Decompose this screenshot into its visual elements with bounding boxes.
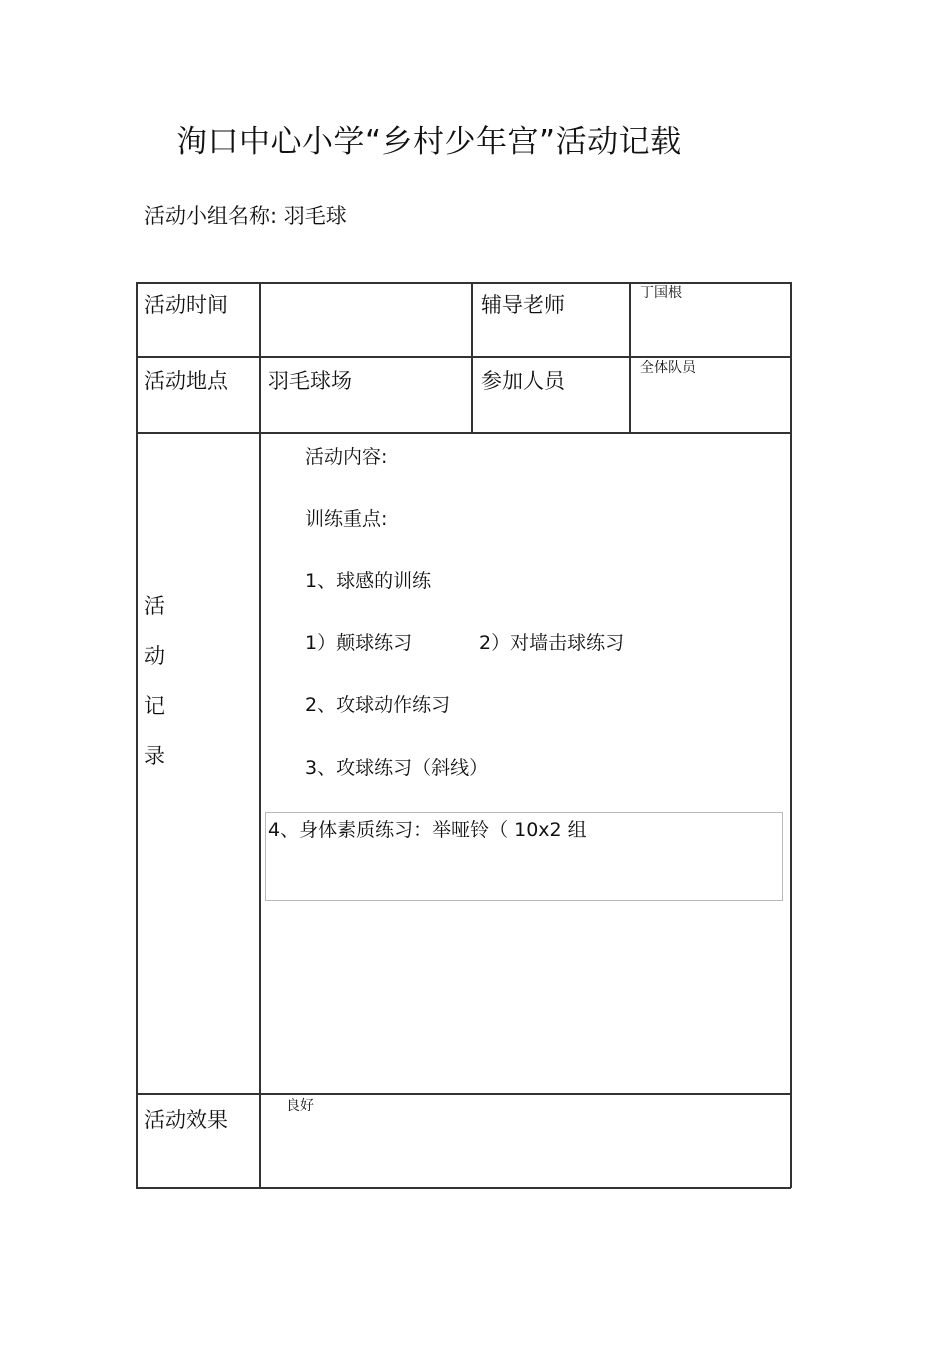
record-line-focus-heading: 训练重点: [305, 508, 388, 530]
record-line-item-4: 4、身体素质练习：举哑铃（ 10x2 组 [268, 819, 587, 841]
record-line-subitem-1: 1）颠球练习 [305, 632, 413, 654]
table-border-left [136, 282, 138, 1188]
table-divider-col3 [629, 282, 631, 433]
teacher-label: 辅导老师 [481, 293, 565, 317]
participants-label: 参加人员 [481, 369, 565, 393]
table-divider-row2 [136, 432, 791, 434]
record-line-subitem-2: 2）对墙击球练习 [479, 632, 625, 654]
activity-place-label: 活动地点 [144, 369, 228, 393]
record-line-content-heading: 活动内容: [305, 446, 388, 468]
record-label-char-3: 记 [144, 694, 165, 718]
table-divider-row3 [136, 1093, 791, 1095]
group-name-label: 活动小组名称: [144, 204, 278, 228]
record-label-char-2: 动 [144, 644, 165, 668]
group-name-value: 羽毛球 [283, 204, 347, 228]
record-line-item-1: 1、球感的训练 [305, 570, 432, 592]
table-border-right [790, 282, 792, 1188]
table-border-top [136, 282, 791, 284]
activity-time-label: 活动时间 [144, 293, 228, 317]
record-line-item-2: 2、攻球动作练习 [305, 694, 451, 716]
table-divider-col2 [471, 282, 473, 433]
record-line-item-3: 3、攻球练习（斜线） [305, 757, 489, 779]
activity-effect-value: 良好 [286, 1098, 314, 1114]
table-divider-col1 [259, 282, 261, 1188]
teacher-value: 丁国根 [640, 285, 682, 301]
table-border-bottom [136, 1187, 791, 1189]
participants-value: 全体队员 [640, 360, 696, 376]
record-label-char-4: 录 [144, 744, 165, 768]
table-divider-row1 [136, 356, 791, 358]
group-name-line [144, 201, 347, 231]
activity-effect-label: 活动效果 [144, 1108, 228, 1132]
record-label-char-1: 活 [144, 594, 165, 618]
page-title: 洵口中心小学“乡村少年宫”活动记载 [176, 124, 682, 160]
activity-place-value: 羽毛球场 [268, 369, 352, 393]
